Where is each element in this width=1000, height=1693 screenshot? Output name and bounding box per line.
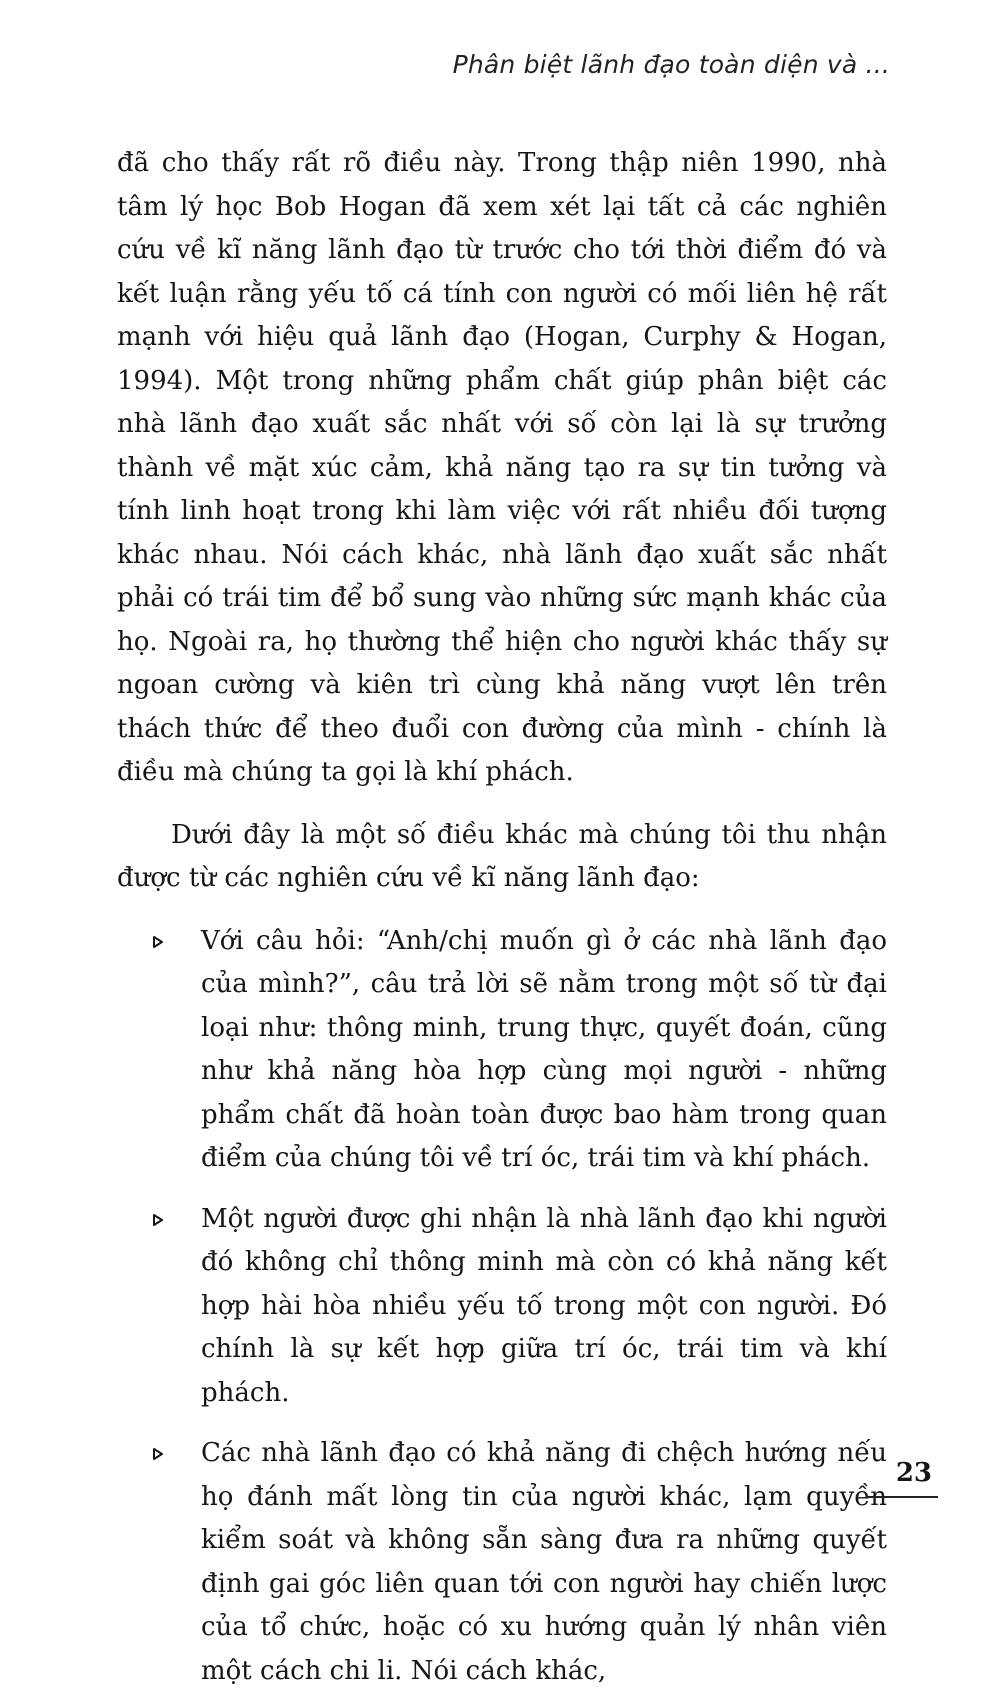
triangle-bullet-icon — [153, 1214, 163, 1226]
bullet-item-2 — [117, 1198, 887, 1416]
bullet-text: Một người được ghi nhận là nhà lãnh đạo khi người đó không chỉ thông minh mà còn có khả năng kết hợp hài hòa nhiều yếu tố trong một con người. Đó chính là sự kết hợp giữa trí óc, trái tim và khí phách. — [201, 1204, 887, 1408]
bullet-item-3 — [117, 1432, 887, 1693]
triangle-bullet-icon — [153, 1448, 163, 1460]
running-header: Phân biệt lãnh đạo toàn diện và ... — [453, 50, 890, 79]
body-paragraph-2: Dưới đây là một số điều khác mà chúng tôi thu nhận được từ các nghiên cứu về kĩ năng lãnh đạo: — [117, 814, 887, 901]
page-number-rule — [866, 1496, 938, 1498]
body-paragraph-1: đã cho thấy rất rõ điều này. Trong thập niên 1990, nhà tâm lý học Bob Hogan đã xem xét lại tất cả các nghiên cứu về kĩ năng lãnh đạo từ trước cho tới thời điểm đó và kết luận rằng yếu tố cá tính con người có mối liên hệ rất mạnh với hiệu quả lãnh đạo (Hogan, Curphy & Hogan, 1994). Một trong những phẩm chất giúp phân biệt các nhà lãnh đạo xuất sắc nhất với số còn lại là sự trưởng thành về mặt xúc cảm, khả năng tạo ra sự tin tưởng và tính linh hoạt trong khi làm việc với rất nhiều đối tượng khác nhau. Nói cách khác, nhà lãnh đạo xuất sắc nhất phải có trái tim để bổ sung vào những sức mạnh khác của họ. Ngoài ra, họ thường thể hiện cho người khác thấy sự ngoan cường và kiên trì cùng khả năng vượt lên trên thách thức để theo đuổi con đường của mình - chính là điều mà chúng ta gọi là khí phách. — [117, 142, 887, 795]
bullet-item-1 — [117, 920, 887, 1181]
page-number: 23 — [896, 1458, 932, 1488]
triangle-bullet-icon — [153, 936, 163, 948]
bullet-text: Các nhà lãnh đạo có khả năng đi chệch hướng nếu họ đánh mất lòng tin của người khác, lạm quyền kiểm soát và không sẵn sàng đưa ra những quyết định gai góc liên quan tới con người hay chiến lược của tổ chức, hoặc có xu hướng quản lý nhân viên một cách chi li. Nói cách khác, — [201, 1438, 887, 1686]
bullet-list — [117, 920, 887, 1693]
page-body — [117, 142, 887, 1693]
bullet-text: Với câu hỏi: “Anh/chị muốn gì ở các nhà lãnh đạo của mình?”, câu trả lời sẽ nằm trong một số từ đại loại như: thông minh, trung thực, quyết đoán, cũng như khả năng hòa hợp cùng mọi người - những phẩm chất đã hoàn toàn được bao hàm trong quan điểm của chúng tôi về trí óc, trái tim và khí phách. — [201, 926, 887, 1174]
